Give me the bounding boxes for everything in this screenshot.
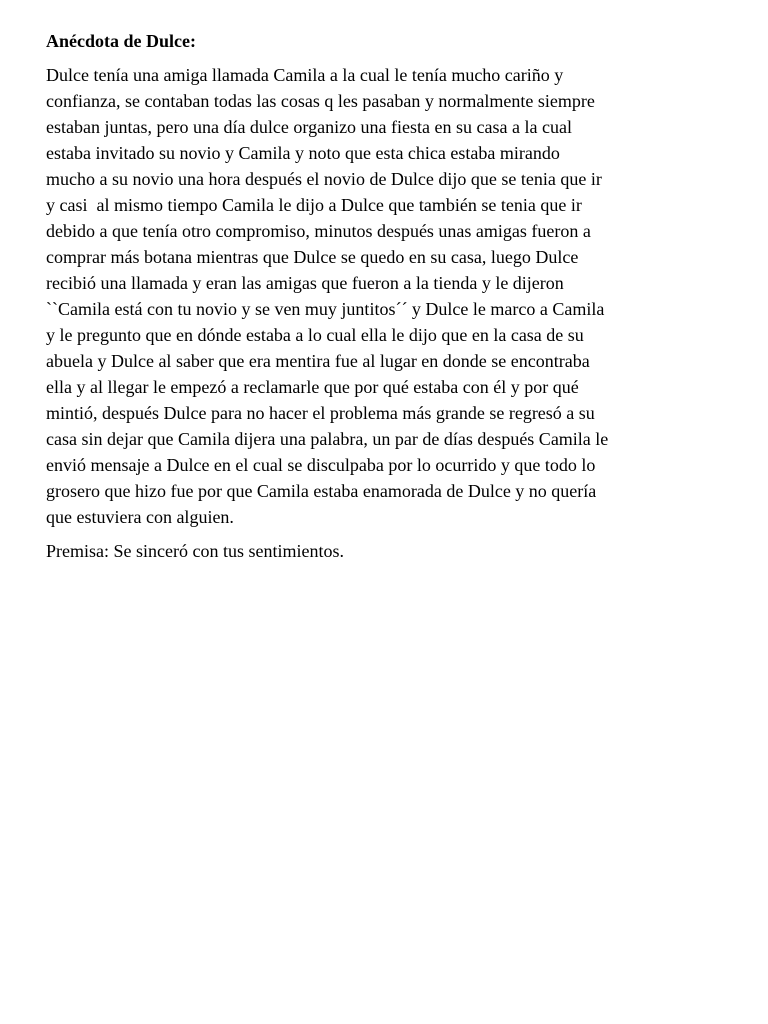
document-title: Anécdota de Dulce:	[46, 31, 196, 51]
story-line: mintió, después Dulce para no hacer el problema más grande se regresó a su	[46, 403, 595, 423]
story-line: ella y al llegar le empezó a reclamarle que por qué estaba con él y por qué	[46, 377, 579, 397]
story-line: que estuviera con alguien.	[46, 507, 234, 527]
story-line: Dulce tenía una amiga llamada Camila a la cual le tenía mucho cariño y	[46, 65, 564, 85]
story-line: estaban juntas, pero una día dulce organizo una fiesta en su casa a la cual	[46, 117, 572, 137]
story-line: mucho a su novio una hora después el novio de Dulce dijo que se tenia que ir	[46, 169, 602, 189]
story-line: y casi al mismo tiempo Camila le dijo a Dulce que también se tenia que ir	[46, 195, 582, 215]
story-line: confianza, se contaban todas las cosas q les pasaban y normalmente siempre	[46, 91, 595, 111]
story-line: ``Camila está con tu novio y se ven muy juntitos´´ y Dulce le marco a Camila	[46, 299, 605, 319]
story-line: grosero que hizo fue por que Camila estaba enamorada de Dulce y no quería	[46, 481, 597, 501]
story-line: y le pregunto que en dónde estaba a lo cual ella le dijo que en la casa de su	[46, 325, 584, 345]
document-content	[46, 28, 686, 572]
story-line: recibió una llamada y eran las amigas que fueron a la tienda y le dijeron	[46, 273, 564, 293]
story-line: casa sin dejar que Camila dijera una palabra, un par de días después Camila le	[46, 429, 609, 449]
story-line: envió mensaje a Dulce en el cual se disculpaba por lo ocurrido y que todo lo	[46, 455, 596, 475]
story-line: abuela y Dulce al saber que era mentira fue al lugar en donde se encontraba	[46, 351, 590, 371]
story-line: estaba invitado su novio y Camila y noto que esta chica estaba mirando	[46, 143, 560, 163]
story-line: comprar más botana mientras que Dulce se quedo en su casa, luego Dulce	[46, 247, 579, 267]
story-paragraph	[46, 62, 686, 530]
premise-text: Premisa: Se sinceró con tus sentimientos.	[46, 541, 344, 561]
story-line: debido a que tenía otro compromiso, minutos después unas amigas fueron a	[46, 221, 591, 241]
